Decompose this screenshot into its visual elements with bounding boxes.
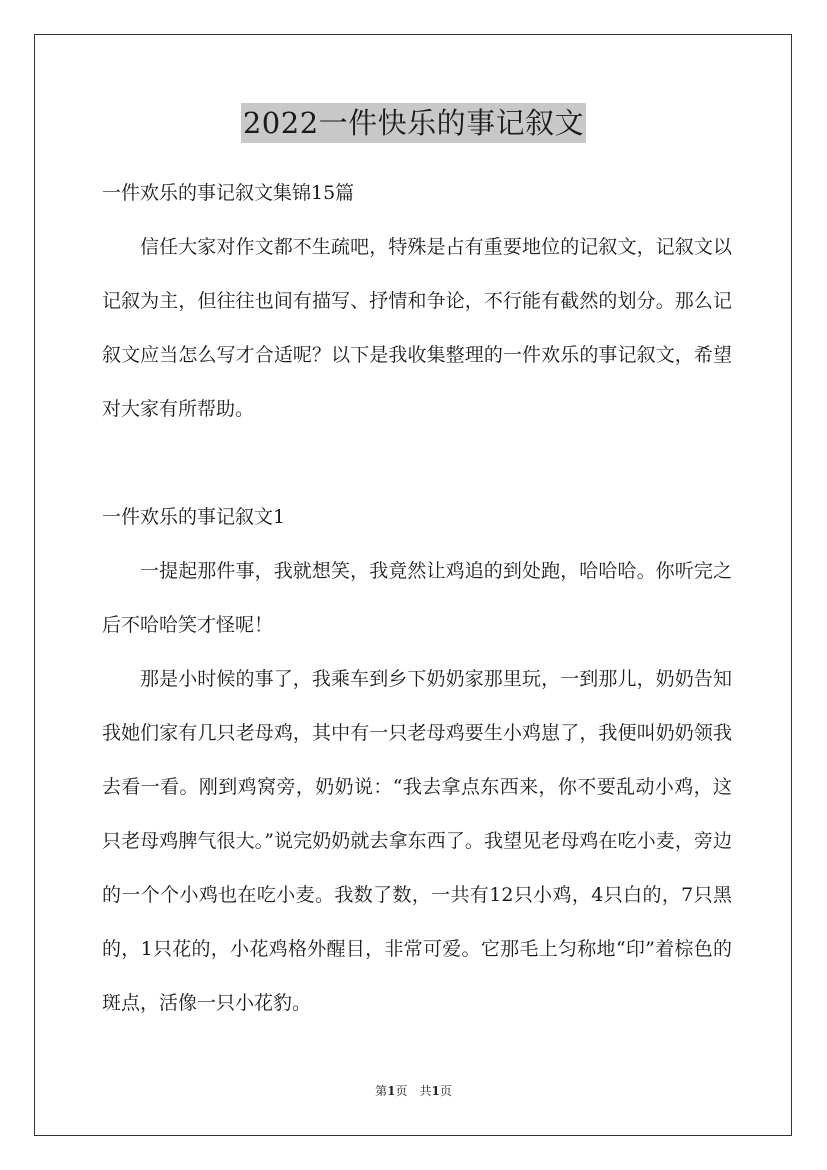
page-footer [0, 1082, 827, 1100]
section-gap [102, 436, 732, 490]
section-heading: 一件欢乐的事记叙文1 [102, 506, 286, 528]
document-subtitle: 一件欢乐的事记叙文集锦15篇 [102, 182, 355, 204]
page-total: 1 [431, 1084, 440, 1098]
document-title: 2022一件快乐的事记叙文 [241, 103, 586, 143]
intro-paragraph: 信任大家对作文都不生疏吧，特殊是占有重要地位的记叙文，记叙文以记叙为主，但往往也间有描写、抒情和争论，不行能有截然的划分。那么记叙文应当怎么写才合适呢？以下是我收集整理的一件欢乐的事记叙文，希望对大家有所帮助。 [102, 236, 732, 420]
page-prefix: 第 [375, 1084, 388, 1098]
body-paragraph: 那是小时候的事了，我乘车到乡下奶奶家那里玩，一到那儿，奶奶告知我她们家有几只老母鸡，其中有一只老母鸡要生小鸡崽了，我便叫奶奶领我去看一看。刚到鸡窝旁，奶奶说：“我去拿点东西来，你不要乱动小鸡，这只老母鸡脾气很大。”说完奶奶就去拿东西了。我望见老母鸡在吃小麦，旁边的一个个小鸡也在吃小麦。我数了数，一共有12只小鸡，4只白的，7只黑的，1只花的，小花鸡格外醒目，非常可爱。它那毛上匀称地“印”着棕色的斑点，活像一只小花豹。 [102, 668, 732, 1014]
page-number: 1 [387, 1084, 396, 1098]
body-paragraph: 一提起那件事，我就想笑，我竟然让鸡追的到处跑，哈哈哈。你听完之后不哈哈笑才怪呢！ [102, 560, 732, 636]
page-mid: 页 共 [395, 1084, 432, 1098]
document-body [102, 166, 732, 1030]
page-suffix: 页 [439, 1084, 452, 1098]
title-wrap [0, 103, 827, 143]
